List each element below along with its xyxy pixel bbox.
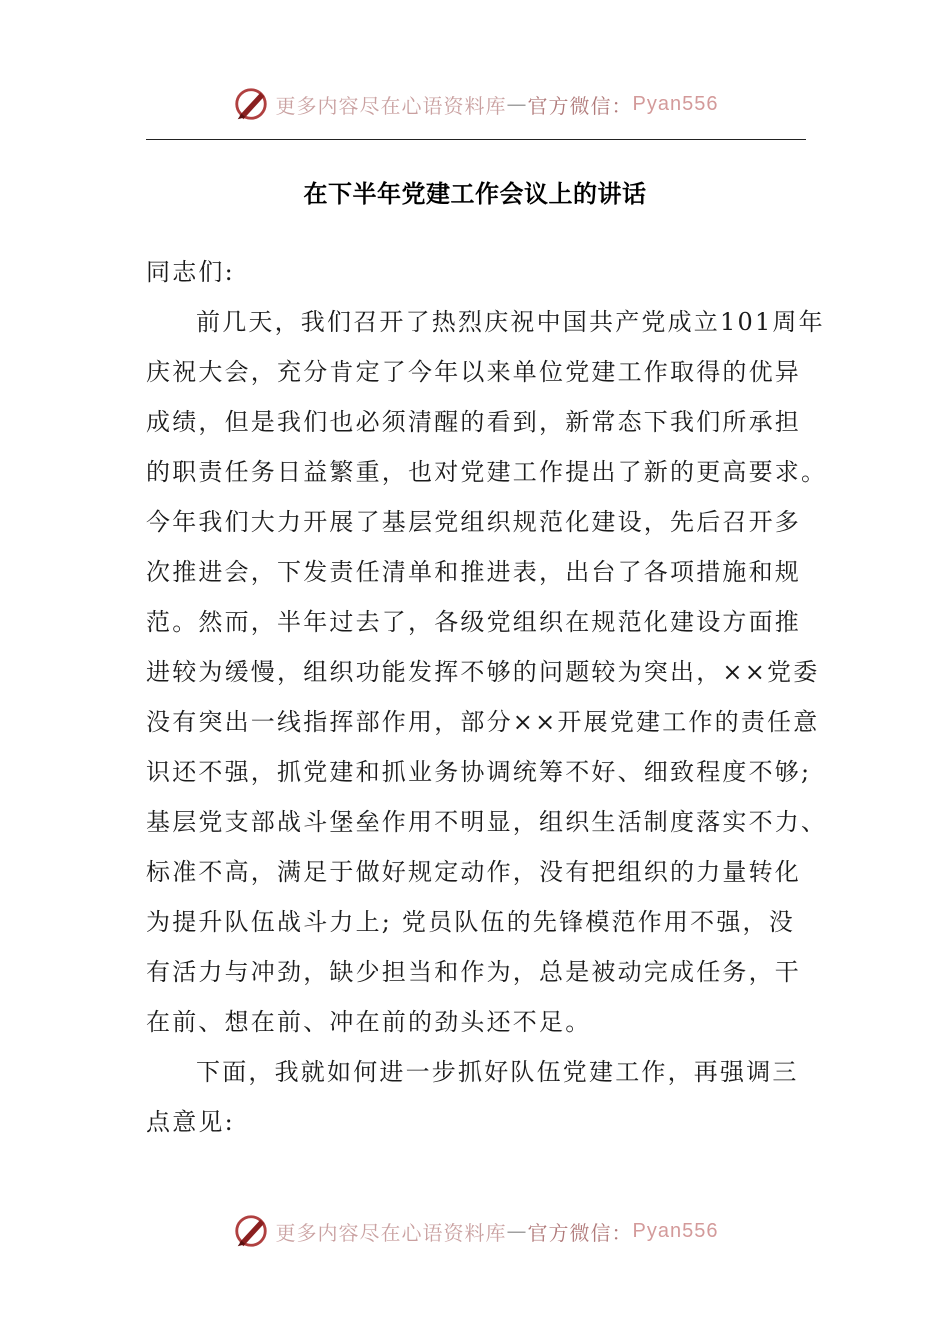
paragraph-line: 在前、想在前、冲在前的劲头还不足。	[146, 1008, 592, 1036]
paragraph-line: 次推进会，下发责任清单和推进表，出台了各项措施和规	[146, 558, 801, 586]
paragraph-line: 有活力与冲劲，缺少担当和作为，总是被动完成任务，干	[146, 958, 801, 986]
document-title: 在下半年党建工作会议上的讲话	[303, 180, 647, 208]
paragraph-line: 基层党支部战斗堡垒作用不明显，组织生活制度落实不力、	[146, 808, 828, 836]
paragraph-line: 标准不高，满足于做好规定动作，没有把组织的力量转化	[146, 858, 801, 886]
document-body	[146, 247, 828, 1147]
watermark-wechat-id: Pyan556	[632, 92, 719, 115]
watermark-wechat-label: 官方微信：	[527, 1220, 633, 1245]
header-divider	[146, 139, 806, 140]
paragraph-line: 前几天，我们召开了热烈庆祝中国共产党成立101周年	[196, 308, 825, 336]
pen-logo-icon	[232, 1212, 270, 1250]
watermark-brand: 更多内容尽在心语资料库	[275, 93, 507, 118]
watermark-wechat-id: Pyan556	[632, 1219, 719, 1242]
paragraph-line: 的职责任务日益繁重，也对党建工作提出了新的更高要求。	[146, 458, 828, 486]
paragraph-line: 识还不强，抓党建和抓业务协调统筹不好、细致程度不够;	[146, 758, 812, 786]
watermark-wechat-label: 官方微信：	[527, 93, 633, 118]
footer-watermark	[0, 1209, 950, 1253]
paragraph-line: 庆祝大会，充分肯定了今年以来单位党建工作取得的优异	[146, 358, 801, 386]
paragraph-line: 下面，我就如何进一步抓好队伍党建工作，再强调三	[196, 1058, 799, 1086]
paragraph-line: 为提升队伍战斗力上; 党员队伍的先锋模范作用不强，没	[146, 908, 795, 936]
watermark-brand: 更多内容尽在心语资料库	[275, 1220, 507, 1245]
salutation-line: 同志们:	[146, 258, 235, 286]
paragraph-line: 进较为缓慢，组织功能发挥不够的问题较为突出，××党委	[146, 658, 820, 686]
pen-logo-icon	[232, 85, 270, 123]
paragraph-line: 范。然而，半年过去了，各级党组织在规范化建设方面推	[146, 608, 801, 636]
paragraph-line: 成绩，但是我们也必须清醒的看到，新常态下我们所承担	[146, 408, 801, 436]
header-watermark	[0, 82, 950, 126]
watermark-dash: —	[506, 92, 528, 116]
watermark-dash: —	[506, 1219, 528, 1243]
paragraph-line: 点意见:	[146, 1108, 235, 1136]
paragraph-line: 没有突出一线指挥部作用，部分××开展党建工作的责任意	[146, 708, 820, 736]
paragraph-line: 今年我们大力开展了基层党组织规范化建设，先后召开多	[146, 508, 801, 536]
